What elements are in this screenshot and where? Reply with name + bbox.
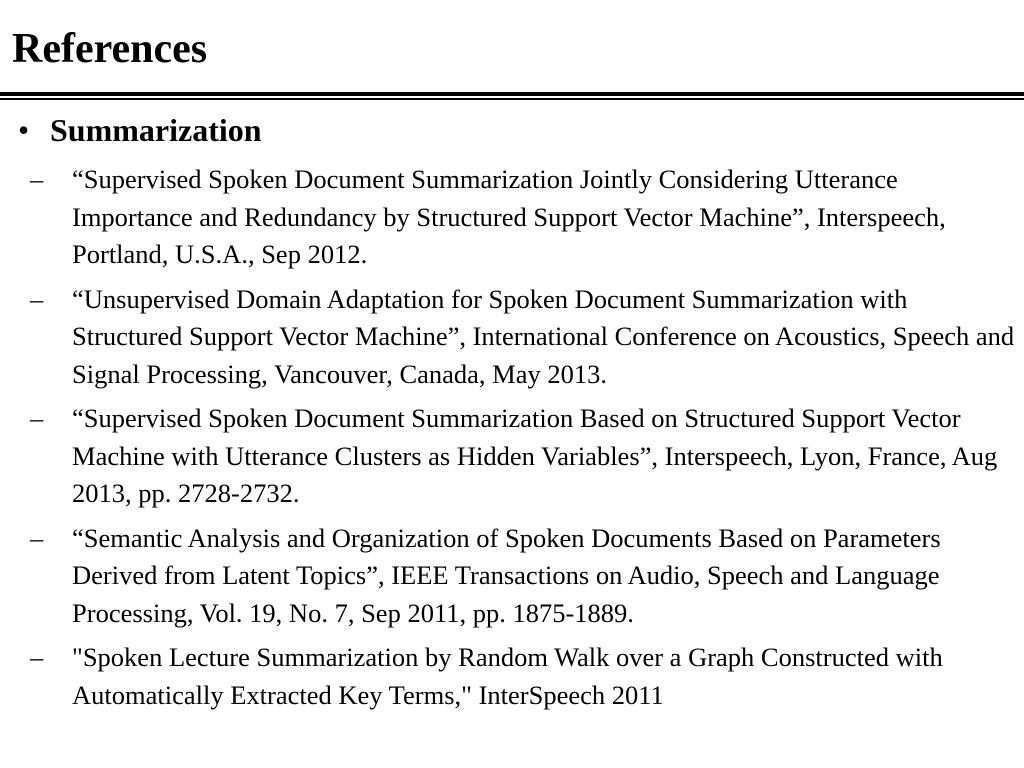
dash-icon: – xyxy=(30,403,44,433)
reference-text: “Supervised Spoken Document Summarization Jointly Considering Utterance Importance and Redundancy by Structured Support Vector Machine”, Interspeech, Portland, U.S.A., Sep 2012. xyxy=(72,164,946,269)
reference-list xyxy=(30,161,1020,721)
bullet-icon: • xyxy=(18,112,30,148)
dash-icon: – xyxy=(30,642,44,672)
reference-item xyxy=(30,161,1020,274)
reference-item xyxy=(30,520,1020,633)
reference-text: "Spoken Lecture Summarization by Random Walk over a Graph Constructed with Automatically Extracted Key Terms," InterSpeech 2011 xyxy=(72,642,943,710)
slide-title: References xyxy=(12,26,208,72)
dash-icon: – xyxy=(30,164,44,194)
reference-text: “Semantic Analysis and Organization of Spoken Documents Based on Parameters Derived from Latent Topics”, IEEE Transactions on Audio, Speech and Language Processing, Vol. 19, No. 7, Sep 2011, pp. 1875-1889. xyxy=(72,522,941,628)
section-heading xyxy=(18,110,262,150)
reference-text: “Unsupervised Domain Adaptation for Spoken Document Summarization with Structured Support Vector Machine”, International Conference on Acoustics, Speech and Signal Processing, Vancouver, Canada, May 2013. xyxy=(72,283,1015,389)
reference-text: “Supervised Spoken Document Summarization Based on Structured Support Vector Machine with Utterance Clusters as Hidden Variables”, Interspeech, Lyon, France, Aug 2013, pp. 2728-2732. xyxy=(72,403,998,508)
reference-item xyxy=(30,400,1020,513)
title-divider-thin xyxy=(0,98,1024,100)
title-divider-thick xyxy=(0,92,1024,96)
reference-item xyxy=(30,281,1020,394)
dash-icon: – xyxy=(30,283,44,314)
section-heading-label: Summarization xyxy=(50,112,262,148)
reference-item xyxy=(30,639,1020,714)
dash-icon: – xyxy=(30,522,44,553)
